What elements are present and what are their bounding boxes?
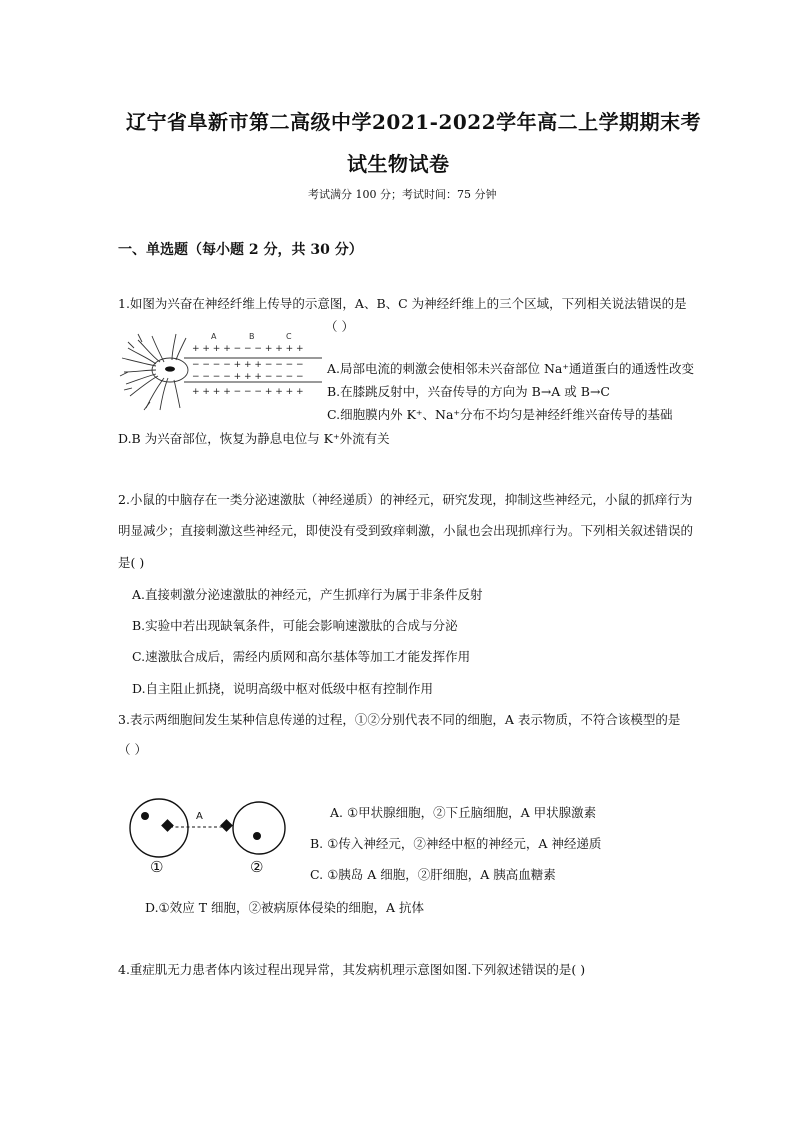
q2-option-c: C.速激肽合成后，需经内质网和高尔基体等加工才能发挥作用 xyxy=(132,649,471,664)
charge-row-4: + + + + − − − + + + + xyxy=(192,387,304,397)
doc-title-line1: 辽宁省阜新市第二高级中学2021-2022学年高二上学期期末考 xyxy=(126,110,702,134)
cell-1-label: ① xyxy=(150,858,164,876)
q3-stem: 3.表示两细胞间发生某种信息传递的过程，①②分别代表不同的细胞，A 表示物质，不符合该模型的是 xyxy=(118,712,681,727)
section-heading: 一、单选题（每小题 2 分，共 30 分） xyxy=(118,242,363,258)
q1-option-d: D.B 为兴奋部位，恢复为静息电位与 K⁺外流有关 xyxy=(118,431,390,446)
q1-nerve-fiber-figure xyxy=(116,328,324,418)
molecule-label: A xyxy=(196,811,203,822)
q2-option-b: B.实验中若出现缺氧条件，可能会影响速激肽的合成与分泌 xyxy=(132,618,458,633)
cell-1-shape xyxy=(130,799,188,857)
q3-option-a: A. ①甲状腺细胞，②下丘脑细胞，A 甲状腺激素 xyxy=(330,805,597,820)
q1-option-b: B.在膝跳反射中，兴奋传导的方向为 B→A 或 B→C xyxy=(327,384,610,399)
cell-1-nucleus xyxy=(141,812,149,820)
doc-title-line2: 试生物试卷 xyxy=(347,152,450,176)
signal-molecule-shape xyxy=(161,819,174,832)
label-b: B xyxy=(249,332,255,341)
nucleus-shape xyxy=(165,366,175,371)
q2-stem-line2: 明显减少；直接刺激这些神经元，即使没有受到致痒刺激，小鼠也会出现抓痒行为。下列相关叙述错误的 xyxy=(118,523,694,538)
q2-option-d: D.自主阻止抓挠，说明高级中枢对低级中枢有控制作用 xyxy=(132,681,434,696)
label-c: C xyxy=(286,332,292,341)
q1-stem: 1.如图为兴奋在神经纤维上传导的示意图，A、B、C 为神经纤维上的三个区域，下列相关说法错误的是 xyxy=(118,296,687,311)
q1-option-c: C.细胞膜内外 K⁺、Na⁺分布不均匀是神经纤维兴奋传导的基础 xyxy=(327,407,673,422)
label-a: A xyxy=(211,332,217,341)
charge-row-2: − − − − + + + − − − − xyxy=(192,360,304,370)
q3-option-b: B. ①传入神经元，②神经中枢的神经元，A 神经递质 xyxy=(310,836,602,851)
charge-row-3: − − − − + + + − − − − xyxy=(192,372,304,382)
q1-option-a: A.局部电流的刺激会使相邻未兴奋部位 Na⁺通道蛋白的通透性改变 xyxy=(327,361,694,376)
q2-stem-line1: 2.小鼠的中脑存在一类分泌速激肽（神经递质）的神经元，研究发现，抑制这些神经元，小鼠的抓痒行为 xyxy=(118,492,693,507)
q2-stem-line3: 是( ) xyxy=(118,555,145,570)
q1-answer-paren: （ ） xyxy=(325,319,354,334)
q3-option-d: D.①效应 T 细胞，②被病原体侵染的细胞，A 抗体 xyxy=(145,900,425,915)
q4-stem: 4.重症肌无力患者体内该过程出现异常，其发病机理示意图如图.下列叙述错误的是( ) xyxy=(118,962,586,977)
cell-2-shape xyxy=(233,802,285,854)
q2-option-a: A.直接刺激分泌速激肽的神经元，产生抓痒行为属于非条件反射 xyxy=(132,587,483,602)
exam-meta: 考试满分 100 分；考试时间：75 分钟 xyxy=(308,188,497,201)
receptor-shape xyxy=(220,819,233,832)
cell-2-label: ② xyxy=(250,858,264,876)
charge-row-1: + + + + − − − + + + + xyxy=(192,344,304,354)
q3-cell-signal-figure xyxy=(126,796,286,876)
q3-option-c: C. ①胰岛 A 细胞，②肝细胞，A 胰高血糖素 xyxy=(310,867,556,882)
q3-answer-paren: （ ） xyxy=(118,742,147,757)
cell-2-nucleus xyxy=(253,832,261,840)
